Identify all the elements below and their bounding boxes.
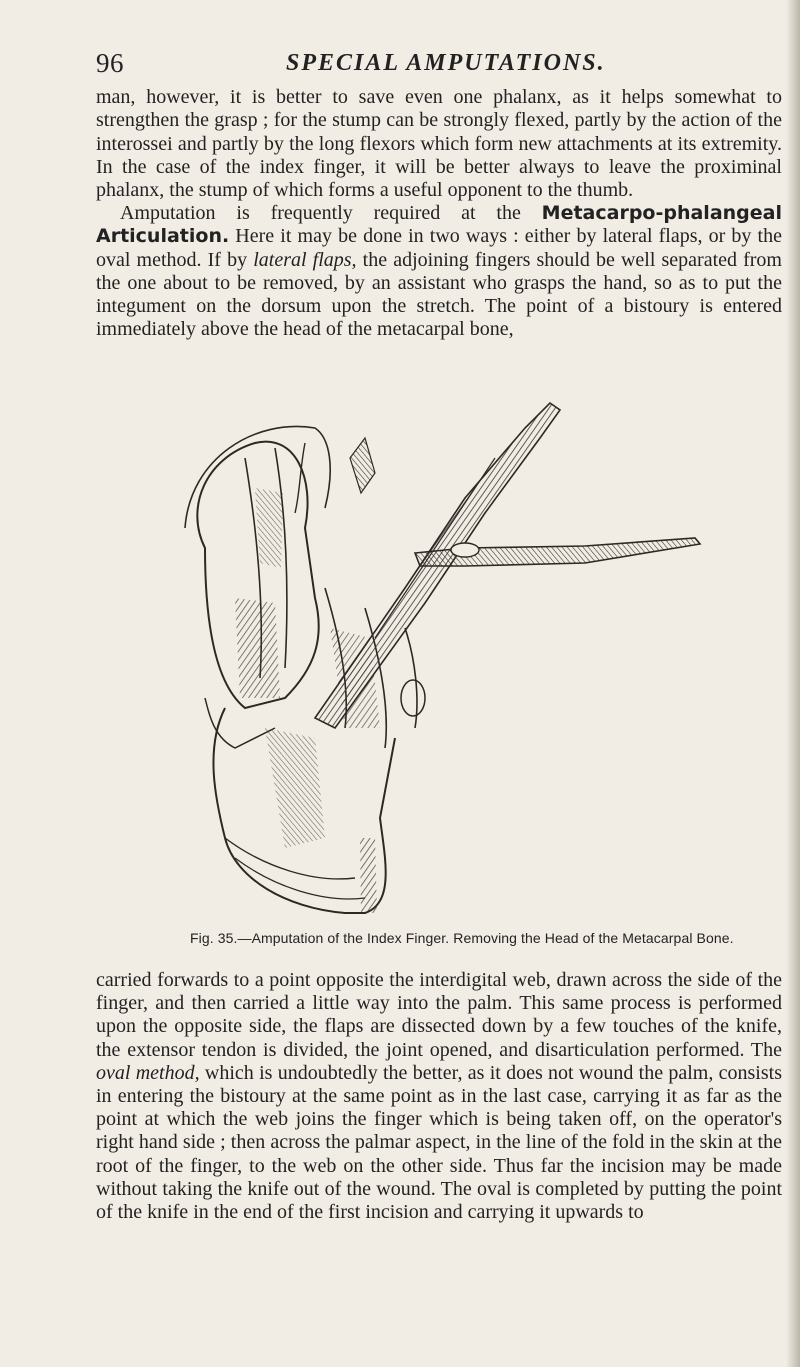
figure-caption: Fig. 35.—Amputation of the Index Finger. Removing the Head of the Metacarpal Bone. xyxy=(190,930,734,946)
paragraph-2-lead: Amputation is frequently required at the xyxy=(120,202,542,224)
page-header xyxy=(96,48,776,82)
paragraph-3-rest: which is undoubtedly the better, as it does not wound the palm, consists in entering the bistoury at the same point as in the last case, carrying it as far as the point at which the web joins the finger which is being taken off, on the operator's right hand side ; then across the palmar aspect, in the line of the fold in the skin at the root of the finger, to the web on the other side. Thus far the incision may be made without taking the knife out of the wound. The oval is completed by putting the point of the knife in the end of the first incision and carrying it upwards to xyxy=(96,1061,782,1224)
page-edge-shadow xyxy=(786,0,800,1367)
paragraph-2-mid: Here it may be done in two ways : either by lateral flaps, or by the oval method. If by xyxy=(96,225,782,271)
running-title: SPECIAL AMPUTATIONS. xyxy=(286,50,606,76)
figure-illustration xyxy=(165,398,725,918)
oval-method-term: oval method, xyxy=(96,1061,200,1084)
paragraph-2-rest: the adjoining fingers should be well separated from the one about to be removed, by an assistant who grasps the hand, so as to put the integument on the dorsum upon the stretch. The point of a bistoury is entered immediately above the head of the metacarpal bone, xyxy=(96,248,782,341)
paragraph-3 xyxy=(96,969,782,1224)
paragraph-2 xyxy=(96,202,782,342)
hand-scalpel-engraving xyxy=(165,398,725,918)
page-number: 96 xyxy=(96,48,124,78)
section-heading: Metacarpo-phalangeal Articulation. xyxy=(96,202,782,248)
lateral-flaps-term: lateral flaps, xyxy=(253,248,357,271)
paragraph-1: man, however, it is better to save even one phalanx, as it helps somewhat to strengthen the grasp ; for the stump can be strongly flexed, partly by the action of the interossei and partly by the long flexors which form new attachments at its extremity. In the case of the index finger, it will be better always to leave the proximinal phalanx, the stump of which forms a useful opponent to the thumb. xyxy=(96,86,782,202)
paragraph-3-lead: carried forwards to a point opposite the interdigital web, drawn across the side of the finger, and then carried a little way into the palm. This same process is performed upon the opposite side, the flaps are dissected down by a few touches of the knife, the extensor tendon is divided, the joint opened, and disarticulation performed. The xyxy=(96,969,782,1061)
